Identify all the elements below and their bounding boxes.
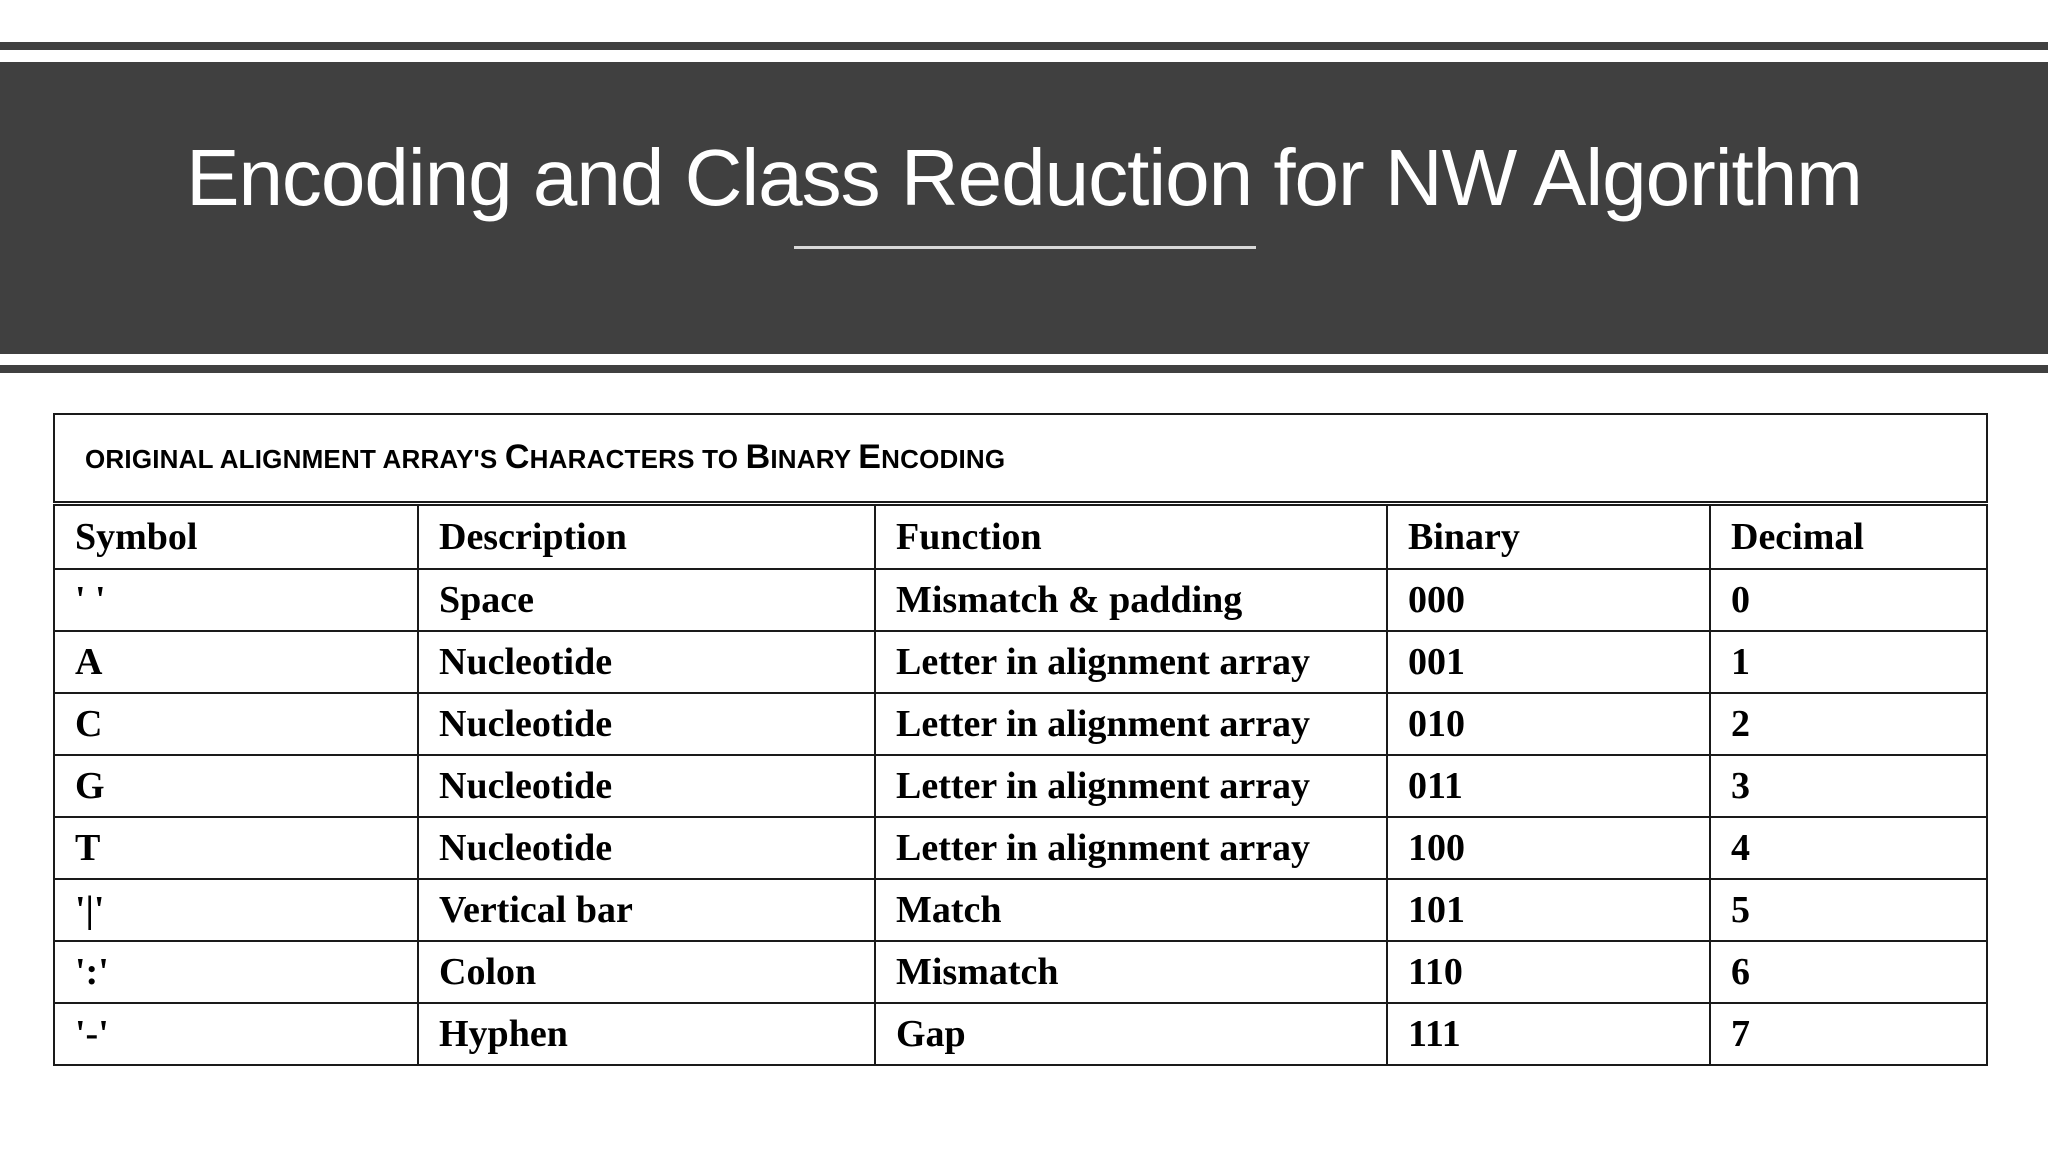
cell-decimal: 0 <box>1710 569 1987 631</box>
cell-function: Gap <box>875 1003 1387 1065</box>
table-caption-part: ORIGINAL ALIGNMENT ARRAY'S <box>85 444 505 474</box>
cell-decimal: 2 <box>1710 693 1987 755</box>
cell-description: Nucleotide <box>418 693 875 755</box>
cell-symbol: G <box>54 755 418 817</box>
table-row <box>54 693 1987 755</box>
cell-function: Letter in alignment array <box>875 817 1387 879</box>
table-row <box>54 569 1987 631</box>
cell-binary: 011 <box>1387 755 1710 817</box>
cell-description: Vertical bar <box>418 879 875 941</box>
cell-function: Letter in alignment array <box>875 631 1387 693</box>
column-header-symbol: Symbol <box>54 504 418 570</box>
table-caption-part: HARACTERS TO <box>529 444 746 474</box>
table-caption-part: NCODING <box>881 444 1006 474</box>
table-caption-part: C <box>504 438 530 476</box>
cell-binary: 100 <box>1387 817 1710 879</box>
table-row <box>54 879 1987 941</box>
cell-description: Nucleotide <box>418 755 875 817</box>
table-caption-part: E <box>858 438 882 476</box>
cell-decimal: 7 <box>1710 1003 1987 1065</box>
cell-description: Nucleotide <box>418 631 875 693</box>
cell-description: Hyphen <box>418 1003 875 1065</box>
cell-binary: 110 <box>1387 941 1710 1003</box>
encoding-table <box>53 413 1988 1066</box>
cell-description: Nucleotide <box>418 817 875 879</box>
table-body <box>54 569 1987 1065</box>
cell-binary: 010 <box>1387 693 1710 755</box>
table-caption-row <box>54 414 1987 504</box>
cell-description: Space <box>418 569 875 631</box>
slide-title: Encoding and Class Reduction for NW Algorithm <box>186 133 1862 222</box>
table-caption-part: B <box>745 438 771 476</box>
cell-decimal: 5 <box>1710 879 1987 941</box>
table-row <box>54 941 1987 1003</box>
header-top-rule <box>0 42 2048 50</box>
column-header-function: Function <box>875 504 1387 570</box>
table-header-row <box>54 504 1987 570</box>
cell-description: Colon <box>418 941 875 1003</box>
cell-decimal: 3 <box>1710 755 1987 817</box>
cell-decimal: 4 <box>1710 817 1987 879</box>
cell-symbol: A <box>54 631 418 693</box>
cell-symbol: C <box>54 693 418 755</box>
table-row <box>54 631 1987 693</box>
column-header-description: Description <box>418 504 875 570</box>
table-row <box>54 755 1987 817</box>
column-header-binary: Binary <box>1387 504 1710 570</box>
cell-symbol: T <box>54 817 418 879</box>
cell-function: Match <box>875 879 1387 941</box>
cell-symbol: ' ' <box>54 569 418 631</box>
cell-decimal: 1 <box>1710 631 1987 693</box>
table-row <box>54 817 1987 879</box>
cell-symbol: ':' <box>54 941 418 1003</box>
cell-function: Letter in alignment array <box>875 755 1387 817</box>
cell-decimal: 6 <box>1710 941 1987 1003</box>
cell-symbol: '-' <box>54 1003 418 1065</box>
cell-function: Letter in alignment array <box>875 693 1387 755</box>
encoding-table-wrapper <box>53 413 1986 1066</box>
cell-symbol: '|' <box>54 879 418 941</box>
cell-binary: 001 <box>1387 631 1710 693</box>
cell-function: Mismatch <box>875 941 1387 1003</box>
table-caption <box>54 414 1987 504</box>
table-row <box>54 1003 1987 1065</box>
title-underline <box>794 246 1256 249</box>
cell-binary: 111 <box>1387 1003 1710 1065</box>
column-header-decimal: Decimal <box>1710 504 1987 570</box>
cell-function: Mismatch & padding <box>875 569 1387 631</box>
table-caption-part: INARY <box>770 444 859 474</box>
cell-binary: 101 <box>1387 879 1710 941</box>
header-bottom-rule <box>0 365 2048 373</box>
cell-binary: 000 <box>1387 569 1710 631</box>
